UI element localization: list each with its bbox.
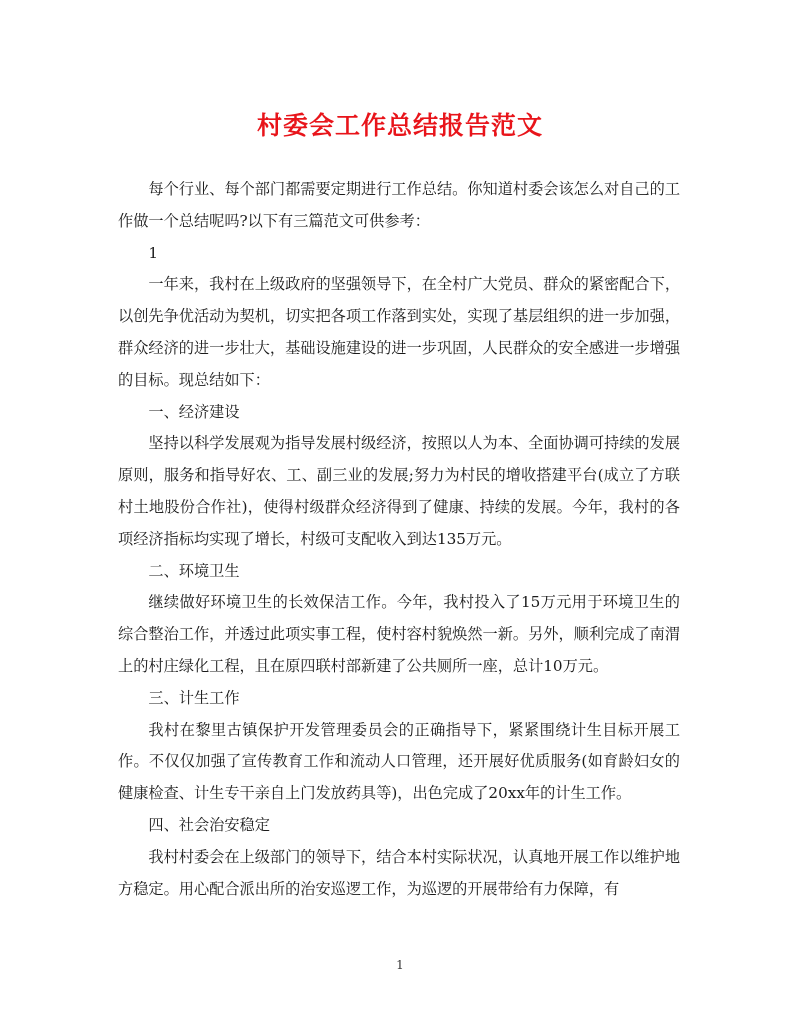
public-security-paragraph: 我村村委会在上级部门的领导下，结合本村实际状况，认真地开展工作以维护地方稳定。用心配合派出所的治安巡逻工作，为巡逻的开展带给有力保障，有 <box>118 847 680 898</box>
intro-paragraph: 每个行业、每个部门都需要定期进行工作总结。你知道村委会该怎么对自己的工作做一个总结呢吗?以下有三篇范文可供参考： <box>118 180 680 230</box>
section-heading-economy: 一、经济建设 <box>148 402 240 421</box>
section-heading-environment: 二、环境卫生 <box>148 561 240 580</box>
document-title: 村委会工作总结报告范文 <box>256 111 543 140</box>
page-number: 1 <box>396 958 404 972</box>
summary-paragraph: 一年来，我村在上级政府的坚强领导下，在全村广大党员、群众的紧密配合下，以创先争优活动为契机，切实把各项工作落到实处，实现了基层组织的进一步加强，群众经济的进一步壮大，基础设施建设的进一步巩固，人民群众的安全感进一步增强的目标。现总结如下： <box>118 275 680 389</box>
economy-paragraph: 坚持以科学发展观为指导发展村级经济，按照以人为本、全面协调可持续的发展原则，服务和指导好农、工、副三业的发展;努力为村民的增收搭建平台(成立了方联村土地股份合作社)，使得村级群众经济得到了健康、持续的发展。今年，我村的各项经济指标均实现了增长，村级可支配收入到达135万元。 <box>118 434 680 548</box>
document-body <box>118 174 680 905</box>
environment-paragraph: 继续做好环境卫生的长效保洁工作。今年，我村投入了15万元用于环境卫生的综合整治工作，并透过此项实事工程，使村容村貌焕然一新。另外，顺利完成了南渭上的村庄绿化工程，且在原四联村部新建了公共厕所一座，总计10万元。 <box>118 593 680 675</box>
essay-number: 1 <box>148 243 159 262</box>
section-heading-family-planning: 三、计生工作 <box>148 688 240 707</box>
section-heading-public-security: 四、社会治安稳定 <box>148 815 270 834</box>
family-planning-paragraph: 我村在黎里古镇保护开发管理委员会的正确指导下，紧紧围绕计生目标开展工作。不仅仅加强了宣传教育工作和流动人口管理，还开展好优质服务(如育龄妇女的健康检查、计生专干亲自上门发放药具等)，出色完成了20xx年的计生工作。 <box>118 720 680 803</box>
